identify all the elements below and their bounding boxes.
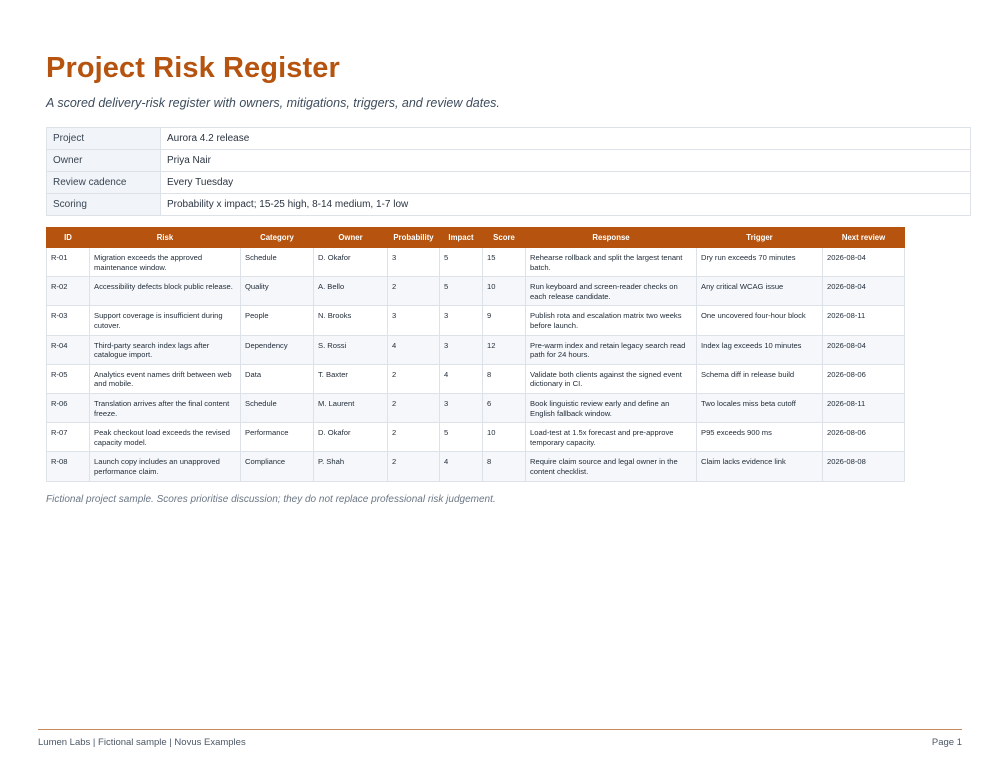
table-row — [47, 364, 905, 393]
cell-score: 10 — [483, 277, 526, 306]
cell-trigger: Claim lacks evidence link — [697, 452, 823, 481]
project-meta-table — [46, 127, 971, 216]
footer-divider — [38, 729, 962, 730]
cell-score: 9 — [483, 306, 526, 335]
cell-score: 12 — [483, 335, 526, 364]
cell-response: Book linguistic review early and define an English fallback window. — [526, 393, 697, 422]
meta-row-scoring — [47, 194, 971, 216]
cell-next-review: 2026-08-04 — [823, 248, 905, 277]
cell-risk: Launch copy includes an unapproved performance claim. — [90, 452, 241, 481]
cell-trigger: One uncovered four-hour block — [697, 306, 823, 335]
cell-owner: P. Shah — [314, 452, 388, 481]
column-header-response: Response — [526, 228, 697, 248]
page-title: Project Risk Register — [46, 52, 340, 84]
cell-score: 10 — [483, 423, 526, 452]
cell-owner: D. Okafor — [314, 248, 388, 277]
risk-register-table — [46, 227, 905, 482]
column-header-owner: Owner — [314, 228, 388, 248]
cell-category: Schedule — [241, 393, 314, 422]
meta-label: Scoring — [47, 194, 161, 216]
cell-risk: Peak checkout load exceeds the revised capacity model. — [90, 423, 241, 452]
cell-response: Load-test at 1.5x forecast and pre-approve temporary capacity. — [526, 423, 697, 452]
cell-trigger: P95 exceeds 900 ms — [697, 423, 823, 452]
cell-owner: M. Laurent — [314, 393, 388, 422]
meta-label: Owner — [47, 150, 161, 172]
footer-org: Lumen Labs | Fictional sample | Novus Examples — [38, 737, 246, 748]
cell-next-review: 2026-08-04 — [823, 335, 905, 364]
cell-impact: 4 — [440, 452, 483, 481]
cell-impact: 5 — [440, 277, 483, 306]
column-header-score: Score — [483, 228, 526, 248]
meta-label: Project — [47, 128, 161, 150]
column-header-next-review: Next review — [823, 228, 905, 248]
cell-probability: 3 — [388, 306, 440, 335]
cell-trigger: Index lag exceeds 10 minutes — [697, 335, 823, 364]
cell-next-review: 2026-08-11 — [823, 393, 905, 422]
cell-trigger: Schema diff in release build — [697, 364, 823, 393]
meta-label: Review cadence — [47, 172, 161, 194]
cell-probability: 3 — [388, 248, 440, 277]
cell-id: R-02 — [47, 277, 90, 306]
cell-score: 15 — [483, 248, 526, 277]
cell-owner: D. Okafor — [314, 423, 388, 452]
cell-owner: A. Bello — [314, 277, 388, 306]
cell-trigger: Dry run exceeds 70 minutes — [697, 248, 823, 277]
cell-response: Require claim source and legal owner in the content checklist. — [526, 452, 697, 481]
cell-probability: 2 — [388, 452, 440, 481]
cell-next-review: 2026-08-06 — [823, 423, 905, 452]
cell-probability: 2 — [388, 364, 440, 393]
cell-risk: Third-party search index lags after catalogue import. — [90, 335, 241, 364]
footnote: Fictional project sample. Scores prioritise discussion; they do not replace professional risk judgement. — [46, 494, 496, 505]
cell-response: Publish rota and escalation matrix two weeks before launch. — [526, 306, 697, 335]
meta-row-owner — [47, 150, 971, 172]
column-header-probability: Probability — [388, 228, 440, 248]
cell-trigger: Any critical WCAG issue — [697, 277, 823, 306]
cell-risk: Analytics event names drift between web and mobile. — [90, 364, 241, 393]
cell-score: 8 — [483, 452, 526, 481]
cell-category: Performance — [241, 423, 314, 452]
cell-next-review: 2026-08-08 — [823, 452, 905, 481]
cell-risk: Migration exceeds the approved maintenance window. — [90, 248, 241, 277]
cell-id: R-05 — [47, 364, 90, 393]
table-row — [47, 248, 905, 277]
cell-id: R-07 — [47, 423, 90, 452]
cell-category: Dependency — [241, 335, 314, 364]
cell-score: 6 — [483, 393, 526, 422]
meta-row-project — [47, 128, 971, 150]
cell-impact: 3 — [440, 393, 483, 422]
meta-value: Aurora 4.2 release — [161, 128, 971, 150]
table-header-row — [47, 228, 905, 248]
page-number: Page 1 — [931, 737, 962, 748]
cell-trigger: Two locales miss beta cutoff — [697, 393, 823, 422]
cell-owner: S. Rossi — [314, 335, 388, 364]
cell-id: R-04 — [47, 335, 90, 364]
cell-response: Validate both clients against the signed event dictionary in CI. — [526, 364, 697, 393]
column-header-impact: Impact — [440, 228, 483, 248]
meta-row-review-cadence — [47, 172, 971, 194]
cell-response: Rehearse rollback and split the largest tenant batch. — [526, 248, 697, 277]
column-header-id: ID — [47, 228, 90, 248]
cell-impact: 3 — [440, 335, 483, 364]
cell-response: Run keyboard and screen-reader checks on each release candidate. — [526, 277, 697, 306]
cell-next-review: 2026-08-04 — [823, 277, 905, 306]
table-row — [47, 393, 905, 422]
cell-risk: Accessibility defects block public release. — [90, 277, 241, 306]
table-row — [47, 423, 905, 452]
cell-id: R-06 — [47, 393, 90, 422]
cell-category: Quality — [241, 277, 314, 306]
cell-probability: 2 — [388, 277, 440, 306]
cell-probability: 2 — [388, 393, 440, 422]
cell-probability: 2 — [388, 423, 440, 452]
cell-risk: Support coverage is insufficient during cutover. — [90, 306, 241, 335]
cell-score: 8 — [483, 364, 526, 393]
meta-value: Priya Nair — [161, 150, 971, 172]
cell-response: Pre-warm index and retain legacy search read path for 24 hours. — [526, 335, 697, 364]
meta-value: Every Tuesday — [161, 172, 971, 194]
cell-impact: 5 — [440, 248, 483, 277]
cell-category: Compliance — [241, 452, 314, 481]
table-row — [47, 335, 905, 364]
meta-value: Probability x impact; 15-25 high, 8-14 medium, 1-7 low — [161, 194, 971, 216]
page-subtitle: A scored delivery-risk register with owners, mitigations, triggers, and review dates. — [46, 96, 500, 110]
cell-impact: 3 — [440, 306, 483, 335]
cell-id: R-03 — [47, 306, 90, 335]
table-row — [47, 277, 905, 306]
cell-next-review: 2026-08-11 — [823, 306, 905, 335]
cell-probability: 4 — [388, 335, 440, 364]
cell-next-review: 2026-08-06 — [823, 364, 905, 393]
cell-owner: N. Brooks — [314, 306, 388, 335]
cell-category: Schedule — [241, 248, 314, 277]
cell-impact: 5 — [440, 423, 483, 452]
cell-id: R-01 — [47, 248, 90, 277]
column-header-trigger: Trigger — [697, 228, 823, 248]
cell-owner: T. Baxter — [314, 364, 388, 393]
cell-impact: 4 — [440, 364, 483, 393]
cell-risk: Translation arrives after the final content freeze. — [90, 393, 241, 422]
column-header-risk: Risk — [90, 228, 241, 248]
column-header-category: Category — [241, 228, 314, 248]
cell-id: R-08 — [47, 452, 90, 481]
table-row — [47, 306, 905, 335]
cell-category: Data — [241, 364, 314, 393]
cell-category: People — [241, 306, 314, 335]
table-row — [47, 452, 905, 481]
